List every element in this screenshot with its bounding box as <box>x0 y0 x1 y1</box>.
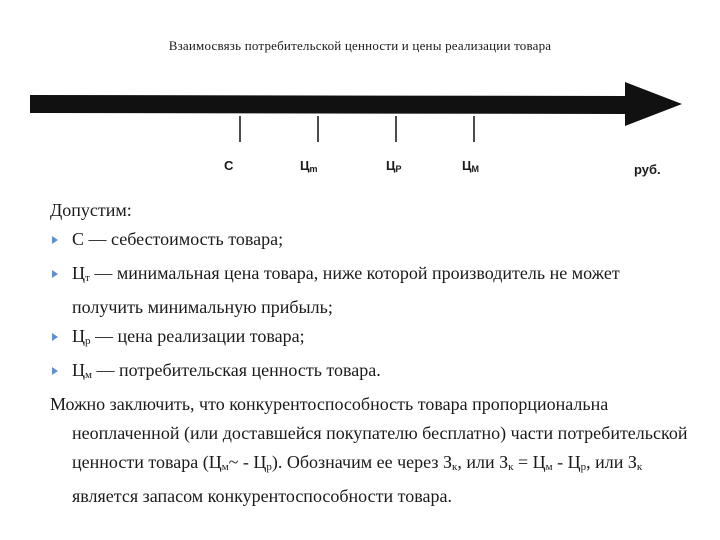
bullet-arrow-icon <box>52 236 58 244</box>
list-item: С — себестоимость товара; <box>50 225 690 259</box>
arrow-shaft-and-head <box>30 82 682 126</box>
bullet-arrow-icon <box>52 270 58 278</box>
axis-label-cp: ЦP <box>386 158 402 174</box>
list-item: Цр — цена реализации товара; <box>50 322 690 356</box>
text-content <box>50 196 690 511</box>
bullet-arrow-icon <box>52 367 58 375</box>
price-axis-arrow <box>0 70 720 190</box>
axis-label-c: C <box>224 158 234 173</box>
lead-text: Допустим: <box>50 200 132 220</box>
definitions-list <box>50 225 690 390</box>
slide-title: Взаимосвязь потребительской ценности и цены реализации товара <box>168 38 552 53</box>
axis-label-cm: ЦM <box>462 158 479 174</box>
list-item: Цм — потребительская ценность товара. <box>50 356 690 390</box>
list-item: Цт — минимальная цена товара, ниже которой производитель не может получить минимальную прибыль; <box>50 259 690 322</box>
axis-label-ct: Цm <box>300 158 318 174</box>
axis-unit-label: руб. <box>634 162 661 177</box>
conclusion-text: Можно заключить, что конкурентоспособность товара пропорциональна неоплаченной (или доставшейся покупателю бесплатно) части потребительской ценности товара (Цм~ - Цр). Обозначим ее через Зк, или Зк = Цм - Цр, или Зк является запасом конкурентоспособности товара. <box>50 394 688 506</box>
bullet-arrow-icon <box>52 333 58 341</box>
